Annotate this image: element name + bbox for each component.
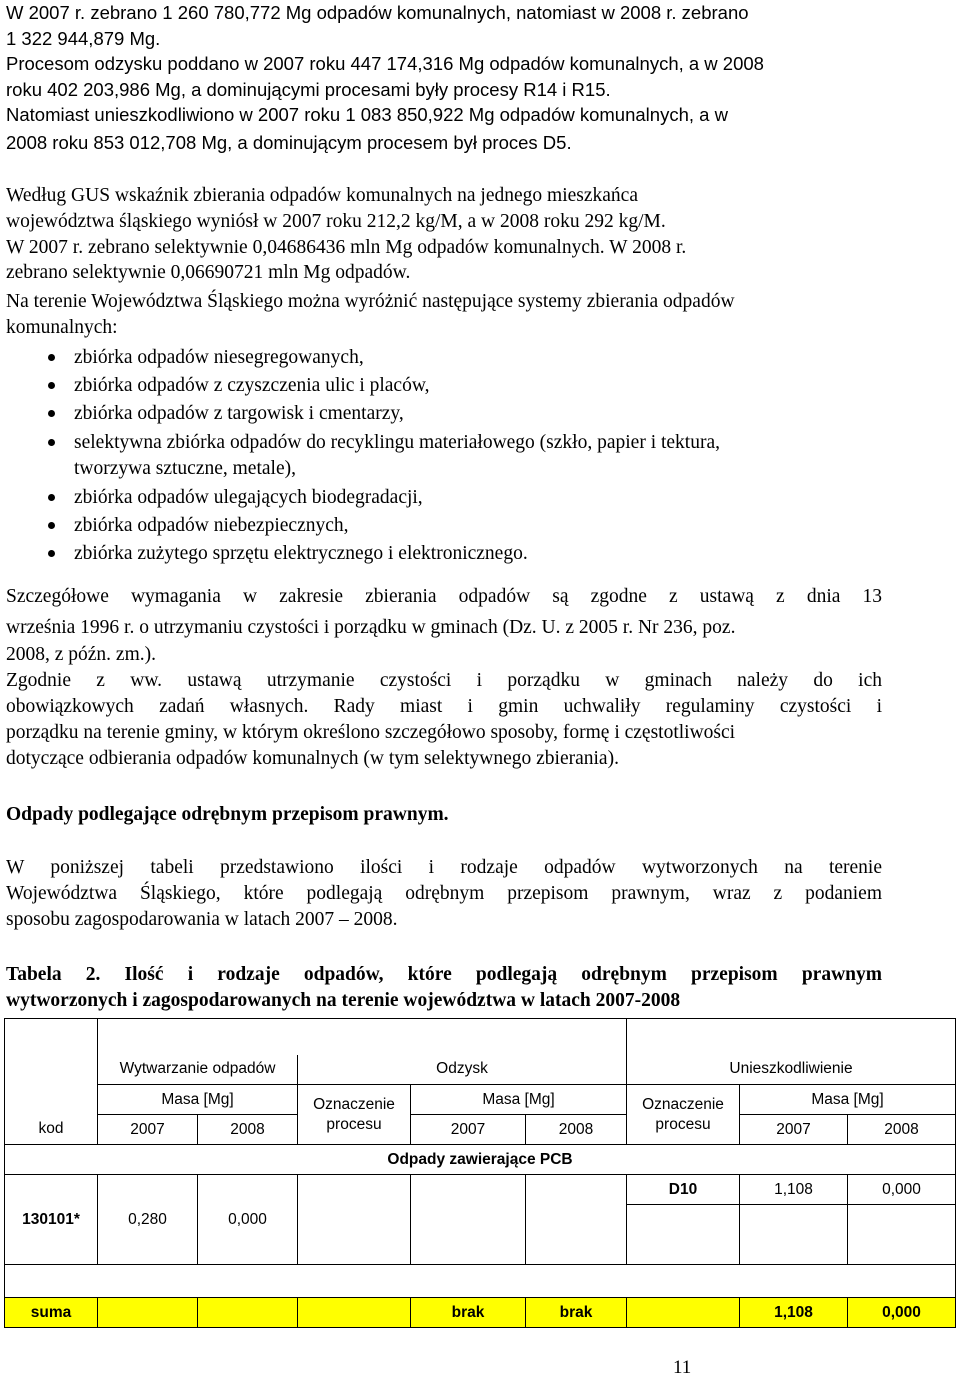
header-year: 2007 bbox=[98, 1115, 198, 1145]
table-cell bbox=[627, 1019, 956, 1055]
section-heading: Odpady podlegające odrębnym przepisom prawnym. bbox=[6, 804, 449, 825]
row-value: 0,280 bbox=[98, 1175, 198, 1265]
header-year: 2007 bbox=[411, 1115, 526, 1145]
list-item: tworzywa sztuczne, metale), bbox=[74, 458, 296, 479]
bullet-dot bbox=[48, 522, 55, 529]
row-value: 1,108 bbox=[740, 1175, 848, 1205]
header-wytwarzanie: Wytwarzanie odpadów bbox=[98, 1055, 298, 1085]
header-year: 2007 bbox=[740, 1115, 848, 1145]
table-cell bbox=[298, 1298, 411, 1328]
list-item: zbiórka zużytego sprzętu elektrycznego i elektronicznego. bbox=[74, 543, 528, 564]
sum-value: 0,000 bbox=[848, 1298, 956, 1328]
text-line: Województwa Śląskiego, które podlegają odrębnym przepisom prawnym, wraz z podaniem bbox=[6, 883, 882, 904]
text-line: obowiązkowych zadań własnych. Rady miast i gmin uchwaliły regulaminy czystości i bbox=[6, 696, 882, 717]
text-line: dotyczące odbierania odpadów komunalnych (w tym selektywnego zbierania). bbox=[6, 748, 619, 769]
list-item: selektywna zbiórka odpadów do recyklingu materiałowego (szkło, papier i tektura, bbox=[74, 432, 720, 453]
row-value: 0,000 bbox=[198, 1175, 298, 1265]
row-value: 0,000 bbox=[848, 1175, 956, 1205]
text-line: 2008 roku 853 012,708 Mg, a dominującym procesem był proces D5. bbox=[6, 132, 572, 153]
text-line: 1 322 944,879 Mg. bbox=[6, 28, 161, 49]
list-item: zbiórka odpadów niesegregowanych, bbox=[74, 347, 364, 368]
text-line: Szczegółowe wymagania w zakresie zbierania odpadów są zgodne z ustawą z dnia 13 bbox=[6, 586, 882, 607]
text-line: roku 402 203,986 Mg, a dominującymi procesami były procesy R14 i R15. bbox=[6, 79, 611, 100]
bullet-dot bbox=[48, 439, 55, 446]
text-line: Zgodnie z ww. ustawą utrzymanie czystości i porządku w gminach należy do ich bbox=[6, 670, 882, 691]
header-odzysk: Odzysk bbox=[298, 1055, 627, 1085]
table-cell bbox=[298, 1175, 411, 1265]
text-line: Na terenie Województwa Śląskiego można wyróżnić następujące systemy zbierania odpadów bbox=[6, 291, 735, 312]
header-year: 2008 bbox=[198, 1115, 298, 1145]
table-cell bbox=[627, 1205, 740, 1265]
table-cell bbox=[5, 1055, 98, 1085]
sum-value: 1,108 bbox=[740, 1298, 848, 1328]
table-cell bbox=[411, 1019, 627, 1055]
bullet-dot bbox=[48, 354, 55, 361]
text-line: W 2007 r. zebrano selektywnie 0,04686436 mln Mg odpadów komunalnych. W 2008 r. bbox=[6, 237, 687, 258]
table-caption: wytworzonych i zagospodarowanych na terenie województwa w latach 2007-2008 bbox=[6, 990, 681, 1011]
header-year: 2008 bbox=[526, 1115, 627, 1145]
table-cell bbox=[848, 1205, 956, 1265]
table-cell bbox=[740, 1205, 848, 1265]
bullet-dot bbox=[48, 550, 55, 557]
text-line: komunalnych: bbox=[6, 317, 118, 338]
table-cell bbox=[411, 1175, 526, 1265]
bullet-dot bbox=[48, 382, 55, 389]
list-item: zbiórka odpadów ulegających biodegradacji, bbox=[74, 487, 423, 508]
row-kod: 130101* bbox=[5, 1175, 98, 1265]
text-line: województwa śląskiego wyniósł w 2007 roku 212,2 kg/M, a w 2008 roku 292 kg/M. bbox=[6, 211, 666, 232]
bullet-dot bbox=[48, 410, 55, 417]
text-line: września 1996 r. o utrzymaniu czystości i porządku w gminach (Dz. U. z 2005 r. Nr 236, poz. bbox=[6, 617, 736, 638]
list-item: zbiórka odpadów niebezpiecznych, bbox=[74, 515, 349, 536]
text-line: W 2007 r. zebrano 1 260 780,772 Mg odpadów komunalnych, natomiast w 2008 r. zebrano bbox=[6, 2, 749, 23]
page-number: 11 bbox=[673, 1357, 692, 1378]
header-year: 2008 bbox=[848, 1115, 956, 1145]
header-masa: Masa [Mg] bbox=[740, 1085, 956, 1115]
table-cell bbox=[98, 1298, 198, 1328]
table-cell bbox=[5, 1085, 98, 1115]
sum-label: suma bbox=[5, 1298, 98, 1328]
header-kod: kod bbox=[5, 1115, 98, 1145]
header-masa: Masa [Mg] bbox=[411, 1085, 627, 1115]
text-line: Według GUS wskaźnik zbierania odpadów komunalnych na jednego mieszkańca bbox=[6, 185, 638, 206]
table-cell bbox=[627, 1298, 740, 1328]
group-header: Odpady zawierające PCB bbox=[5, 1145, 956, 1175]
text-line: zebrano selektywnie 0,06690721 mln Mg odpadów. bbox=[6, 262, 411, 283]
list-item: zbiórka odpadów z targowisk i cmentarzy, bbox=[74, 403, 404, 424]
table-cell bbox=[5, 1019, 98, 1055]
table-cell bbox=[98, 1019, 411, 1055]
text-line: W poniższej tabeli przedstawiono ilości i rodzaje odpadów wytworzonych na terenie bbox=[6, 857, 882, 878]
sum-value: brak bbox=[526, 1298, 627, 1328]
text-line: 2008, z późn. zm.). bbox=[6, 644, 157, 665]
text-line: sposobu zagospodarowania w latach 2007 – 2008. bbox=[6, 909, 398, 930]
header-oznaczenie: Oznaczenie procesu bbox=[627, 1085, 740, 1145]
text-line: Procesom odzysku poddano w 2007 roku 447 174,316 Mg odpadów komunalnych, a w 2008 bbox=[6, 53, 764, 74]
spacer-row bbox=[5, 1265, 956, 1298]
sum-value: brak bbox=[411, 1298, 526, 1328]
list-item: zbiórka odpadów z czyszczenia ulic i placów, bbox=[74, 375, 430, 396]
header-masa: Masa [Mg] bbox=[98, 1085, 298, 1115]
header-oznaczenie: Oznaczenie procesu bbox=[298, 1085, 411, 1145]
table-caption: Tabela 2. Ilość i rodzaje odpadów, które podlegają odrębnym przepisom prawnym bbox=[6, 964, 882, 985]
bullet-dot bbox=[48, 494, 55, 501]
table-cell bbox=[526, 1175, 627, 1265]
data-table bbox=[4, 1018, 956, 1328]
header-unieszkodliwienie: Unieszkodliwienie bbox=[627, 1055, 956, 1085]
text-line: porządku na terenie gminy, w którym określono szczegółowo sposoby, formę i częstotliwości bbox=[6, 722, 736, 743]
table-cell bbox=[198, 1298, 298, 1328]
row-process: D10 bbox=[627, 1175, 740, 1205]
text-line: Natomiast unieszkodliwiono w 2007 roku 1 083 850,922 Mg odpadów komunalnych, a w bbox=[6, 104, 728, 125]
